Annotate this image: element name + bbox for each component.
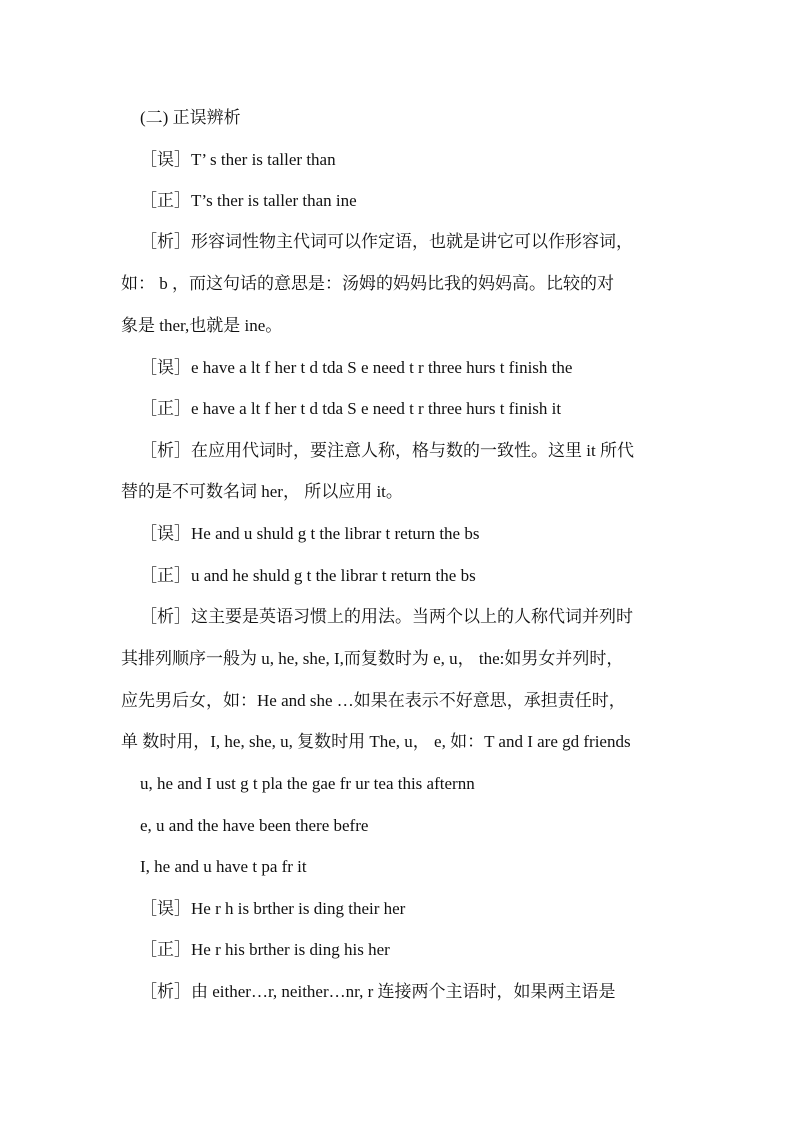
example-line: I, he and u have t pa fr it	[140, 857, 307, 876]
text-line: ［析］由 either…r, neither…nr, r 连接两个主语时，如果两主语是	[140, 982, 616, 1001]
text-line: 象是 ther,也就是 ine。	[121, 316, 283, 335]
text-line: 替的是不可数名词 her， 所以应用 it。	[121, 482, 403, 501]
example-line: u, he and I ust g t pla the gae fr ur tea this afternn	[140, 774, 475, 793]
text-line: 应先男后女，如：He and she …如果在表示不好意思，承担责任时，	[121, 691, 626, 710]
text-line: ［误］T’ s ther is taller than	[140, 150, 336, 169]
text-line: ［析］这主要是英语习惯上的用法。当两个以上的人称代词并列时	[140, 607, 633, 626]
text-line: 其排列顺序一般为 u, he, she, I,而复数时为 e, u， the:如男女并列时，	[121, 649, 624, 668]
text-line: ［误］e have a lt f her t d tda S e need t r three hurs t finish the	[140, 358, 573, 377]
text-line: ［误］He and u shuld g t the librar t return the bs	[140, 524, 480, 543]
text-line: ［正］He r his brther is ding his her	[140, 940, 390, 959]
text-line: ［析］形容词性物主代词可以作定语，也就是讲它可以作形容词，	[140, 232, 633, 251]
example-line: e, u and the have been there befre	[140, 816, 369, 835]
text-line: ［析］在应用代词时，要注意人称，格与数的一致性。这里 it 所代	[140, 441, 634, 460]
section-heading: (二) 正误辨析	[140, 108, 241, 127]
text-line: 如： b ，而这句话的意思是：汤姆的妈妈比我的妈妈高。比较的对	[121, 274, 614, 293]
text-line: 单 数时用，I, he, she, u, 复数时用 The, u， e, 如：T and I are gd friends	[121, 732, 631, 751]
text-line: ［误］He r h is brther is ding their her	[140, 899, 406, 918]
text-line: ［正］e have a lt f her t d tda S e need t r three hurs t finish it	[140, 399, 562, 418]
text-line: ［正］T’s ther is taller than ine	[140, 191, 357, 210]
text-line: ［正］u and he shuld g t the librar t return the bs	[140, 566, 476, 585]
